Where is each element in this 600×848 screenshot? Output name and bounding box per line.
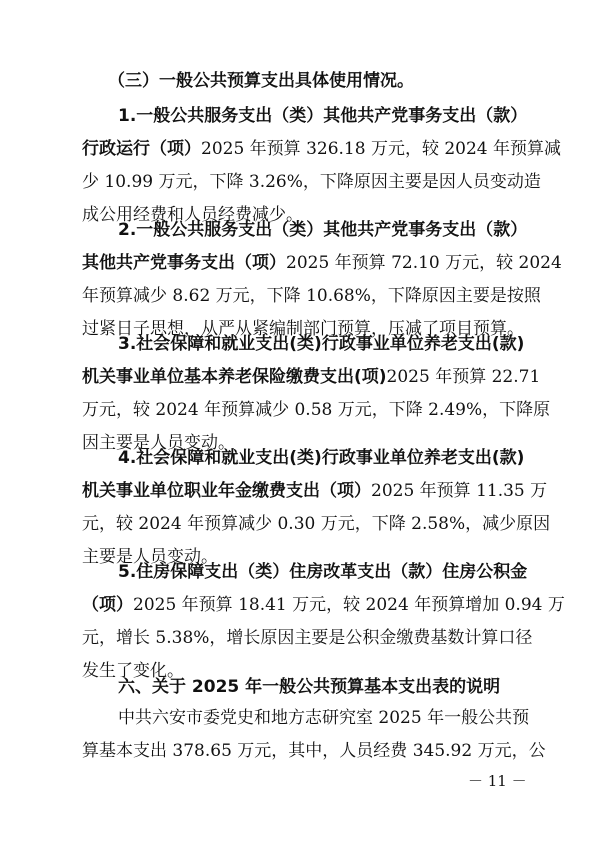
item-1-line-2 [82,133,562,166]
item-4-line-3: 元，较 2024 年预算减少 0.30 万元，下降 2.58%，减少原因 [82,514,551,534]
section-6-heading: 六、关于 2025 年一般公共预算基本支出表的说明 [118,677,501,697]
item-3-line-4: 因主要是人员变动。 [82,433,235,453]
item-3-line-1: 3.社会保障和就业支出(类)行政事业单位养老支出(款) [118,334,525,354]
item-4-line-2 [82,475,548,508]
item-5-paragraph [82,556,565,688]
item-2-line-2-bold: 其他共产党事务支出（项） [82,253,286,273]
item-3-line-2-bold: 机关事业单位基本养老保险缴费支出(项) [82,367,387,387]
item-5-line-1: 5.住房保障支出（类）住房改革支出（款）住房公积金 [118,562,528,582]
item-3-line-3: 万元，较 2024 年预算减少 0.58 万元，下降 2.49%，下降原 [82,400,551,420]
intro-line-1: 中共六安市委党史和地方志研究室 2025 年一般公共预 [118,708,530,728]
item-1-line-4: 成公用经费和人员经费减少。 [82,205,303,225]
intro-line-2: 算基本支出 378.65 万元，其中，人员经费 345.92 万元，公 [82,741,546,761]
item-3-line-2-text: 2025 年预算 22.71 [386,367,541,387]
item-5-line-2-text: 2025 年预算 18.41 万元，较 2024 年预算增加 0.94 万 [133,595,565,615]
item-4-line-2-text: 2025 年预算 11.35 万 [371,481,548,501]
item-5-line-2-bold: （项） [82,595,133,615]
item-4-paragraph [82,442,551,574]
item-4-line-1: 4.社会保障和就业支出(类)行政事业单位养老支出(款) [118,448,525,468]
section-heading: （三）一般公共预算支出具体使用情况。 [108,71,414,91]
page-number: － 11 － [468,772,527,790]
item-5-line-4: 发生了变化。 [82,661,184,681]
item-1-line-2-text: 2025 年预算 326.18 万元，较 2024 年预算减 [201,139,562,159]
item-2-line-3: 年预算减少 8.62 万元，下降 10.68%，下降原因主要是按照 [82,286,541,306]
item-2-line-2 [82,247,562,280]
item-1-paragraph [82,100,562,232]
item-3-line-2 [82,361,541,394]
item-2-paragraph [82,214,562,346]
item-2-line-2-text: 2025 年预算 72.10 万元，较 2024 [286,253,562,273]
intro-paragraph [82,702,546,768]
item-4-line-4: 主要是人员变动。 [82,547,218,567]
item-4-line-2-bold: 机关事业单位职业年金缴费支出（项） [82,481,371,501]
item-1-line-3: 少 10.99 万元，下降 3.26%，下降原因主要是因人员变动造 [82,172,541,192]
item-5-line-3: 元，增长 5.38%，增长原因主要是公积金缴费基数计算口径 [82,628,533,648]
item-5-line-2 [82,589,565,622]
item-2-line-1: 2.一般公共服务支出（类）其他共产党事务支出（款） [118,220,528,240]
item-1-line-1: 1.一般公共服务支出（类）其他共产党事务支出（款） [118,106,528,126]
item-2-line-4: 过紧日子思想，从严从紧编制部门预算，压减了项目预算。 [82,319,524,339]
item-1-line-2-bold: 行政运行（项） [82,139,201,159]
item-3-paragraph [82,328,551,460]
